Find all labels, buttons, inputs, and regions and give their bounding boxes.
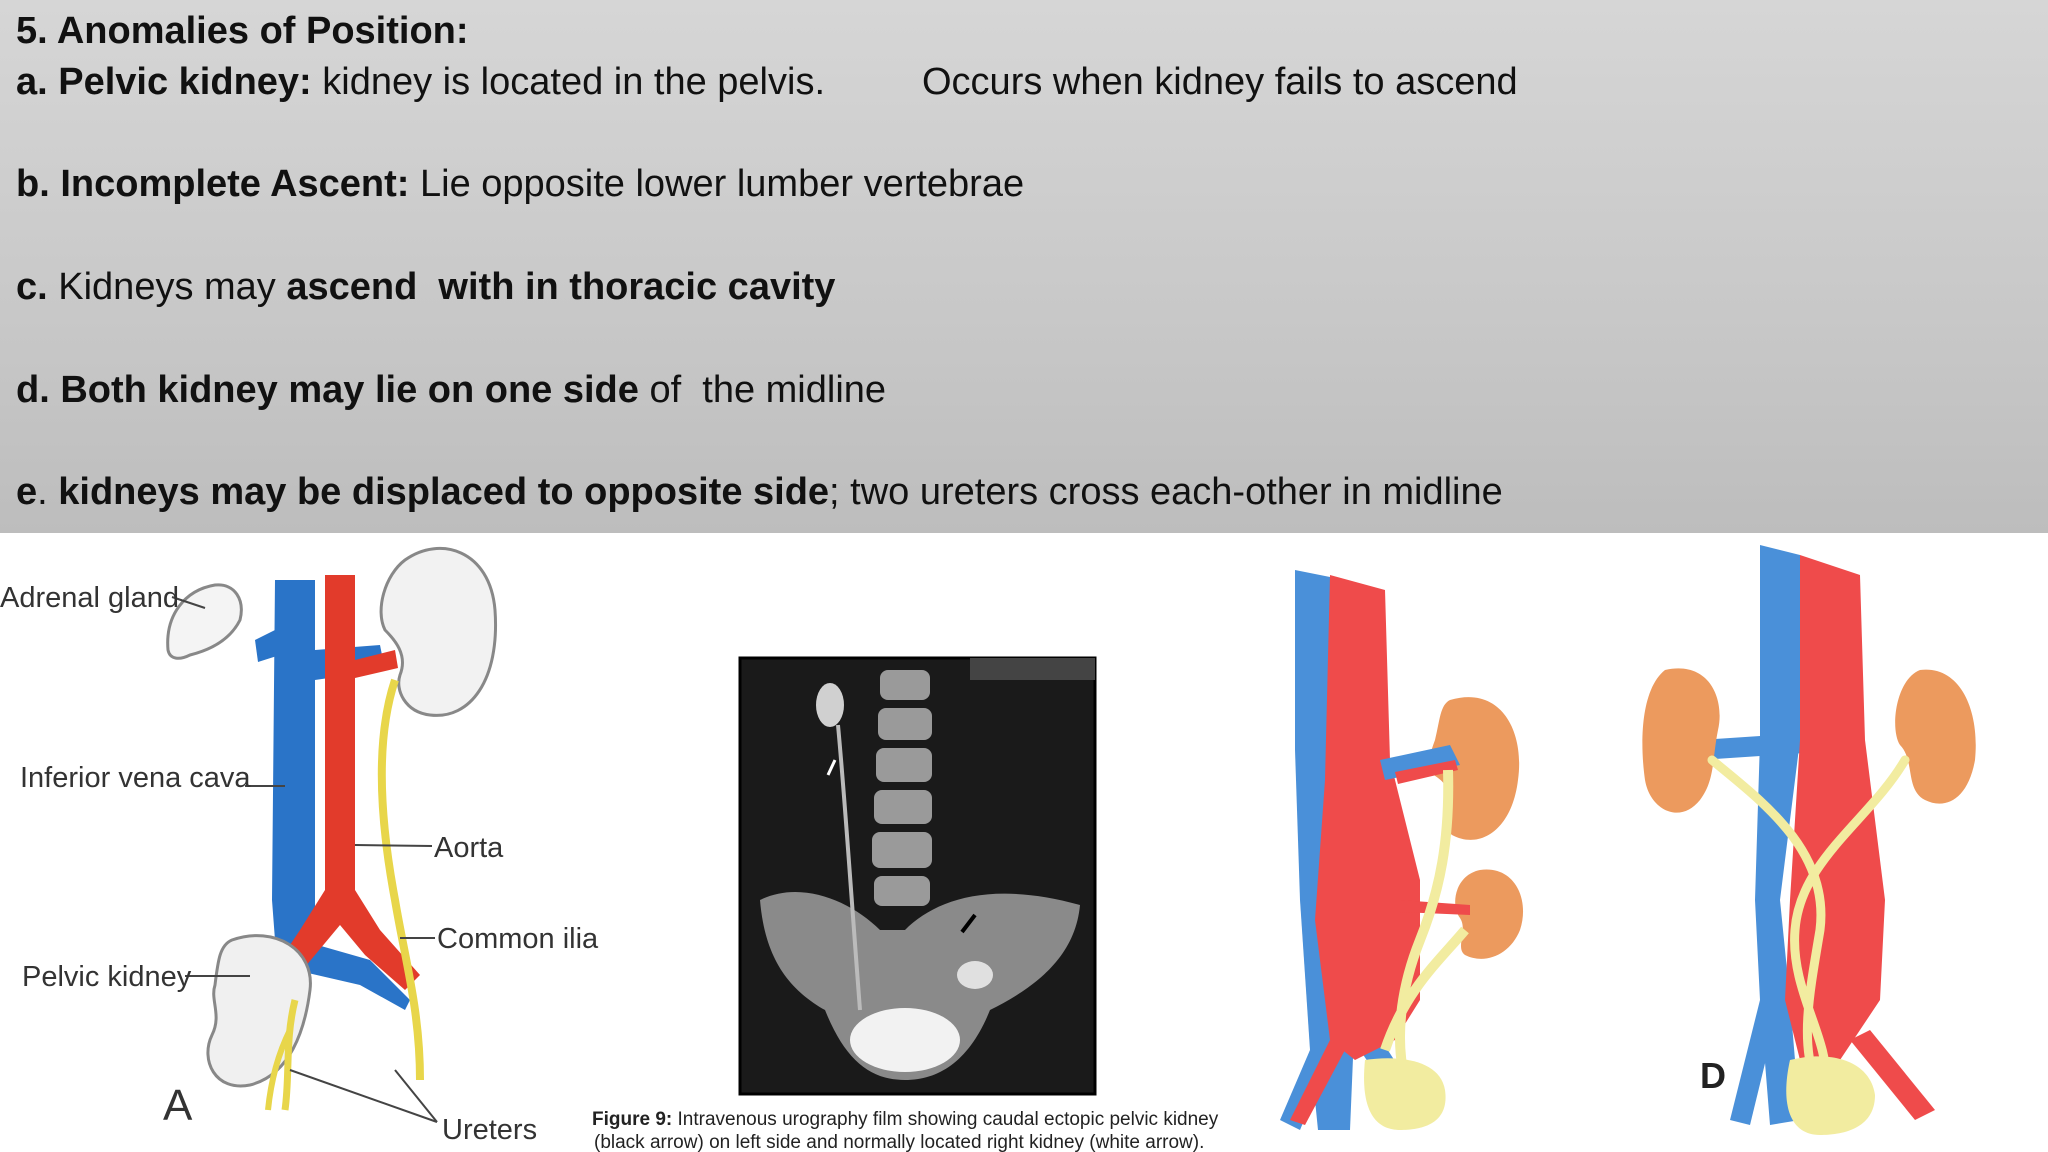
item-a [16,59,825,105]
item-e-dot: . [37,471,59,513]
item-c-text: Kidneys may [47,266,287,308]
label-aorta: Aorta [434,832,504,864]
text-panel [0,0,2048,533]
label-adrenal-gland: Adrenal gland [0,582,179,614]
slide-heading: 5. Anomalies of Position: [16,10,469,52]
item-d-text: of the midline [638,369,887,411]
item-a-prefix: a. [16,61,59,103]
right-kidney-d [1895,670,1976,804]
figure-9-caption-line2: (black arrow) on left side and normally located right kidney (white arrow). [594,1132,1205,1152]
figure-a-pelvic-kidney-diagram [0,548,599,1146]
item-d [16,367,886,413]
svg-text:Figure 9: Intravenous urograph [592,1109,1219,1130]
left-kidney-d [1642,668,1719,812]
figure-9-caption-line1: Intravenous urography film showing caudal ectopic pelvic kidney [672,1109,1219,1130]
figure-9-urography [592,658,1219,1152]
item-a-text: kidney is located in the pelvis. [311,61,825,103]
item-c [16,264,835,310]
item-c-term: ascend with in thoracic cavity [286,266,836,308]
label-inferior-vena-cava: Inferior vena cava [20,762,251,794]
item-e [16,469,1503,515]
figure-9-caption-label: Figure 9: [592,1109,673,1130]
item-e-text: ; two ureters cross each-other in midline [829,471,1503,513]
figure-a-letter: A [163,1081,193,1130]
label-ureters: Ureters [442,1114,538,1146]
label-common-iliac: Common ilia [437,923,599,955]
figure-d-letter: D [1700,1055,1726,1096]
item-e-term: kidneys may be displaced to opposite side [58,471,830,513]
figures-area [0,533,2048,1152]
item-a-extra: Occurs when kidney fails to ascend [922,61,1518,103]
item-b-prefix: b. [16,163,61,205]
item-b [16,161,1024,207]
item-b-text: Lie opposite lower lumber vertebrae [409,163,1025,205]
ureter-right [382,680,420,1080]
item-c-prefix: c. [16,266,48,308]
figure-c-diagram [1280,570,1523,1130]
figure-d-diagram [1642,545,1975,1135]
item-a-term: Pelvic kidney: [58,61,312,103]
item-d-term: Both kidney may lie on one side [60,369,639,411]
item-d-prefix: d. [16,369,61,411]
item-e-prefix: e [16,471,38,513]
item-b-term: Incomplete Ascent: [60,163,410,205]
label-pelvic-kidney: Pelvic kidney [22,961,192,993]
right-kidney-shape [381,548,495,715]
